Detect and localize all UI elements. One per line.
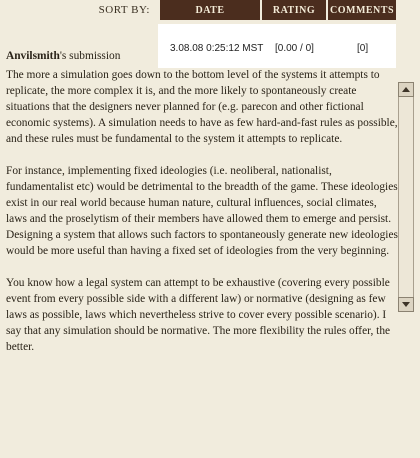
submission-date: 3.08.08 0:25:12 MST [170,43,264,54]
scroll-down-button[interactable] [398,297,414,312]
submission-content [6,48,400,371]
sort-date-button[interactable]: DATE [158,0,260,20]
scroll-up-button[interactable] [398,82,414,97]
sort-rating-button[interactable]: RATING [260,0,326,20]
author-line [6,48,400,64]
arrow-up-icon [402,87,410,92]
sort-comments-button[interactable]: COMMENTS [326,0,396,20]
paragraph-2: For instance, implementing fixed ideologies (i.e. neoliberal, nationalist, fundamentalist etc) would be detrimental to the breadth of the game. These ideologies exist in our real world because human nature, cultural influences, social climates, laws and the proselytism of their members have allowed them to emerge and persist. Designing a system that allows such factors to spontaneously generate new ideologies would be more useful than having a fixed set of ideologies from the very beginning. [6,165,398,257]
paragraph-3: You know how a legal system can attempt to be exhaustive (covering every possible event from every possible side with a different law) or normative (designing as few laws as possible, laws which nevertheless strive to cover every possible scenario). I say that any simulation should be normative. The more flexibility the rules offer, the better. [6,277,391,353]
vertical-scrollbar[interactable] [398,82,414,312]
paragraph-1: The more a simulation goes down to the bottom level of the systems it attempts to replicate, the more complex it is, and the more likely to spontaneously create situations that the designers never planned for (e.g. parecon and other fictional economic systems). A simulation needs to have as few hard-and-fast rules as possible, and these rules must be fundamental to the system it attempts to replicate. [6,69,398,145]
author-name[interactable]: Anvilsmith [6,50,60,62]
author-suffix: 's submission [59,50,121,62]
submission-comments-count[interactable]: [0] [357,43,369,54]
sort-bar [0,0,396,20]
arrow-down-icon [402,302,410,307]
sort-by-label: SORT BY: [98,4,150,16]
submission-rating[interactable]: [0.00 / 0] [275,43,314,54]
